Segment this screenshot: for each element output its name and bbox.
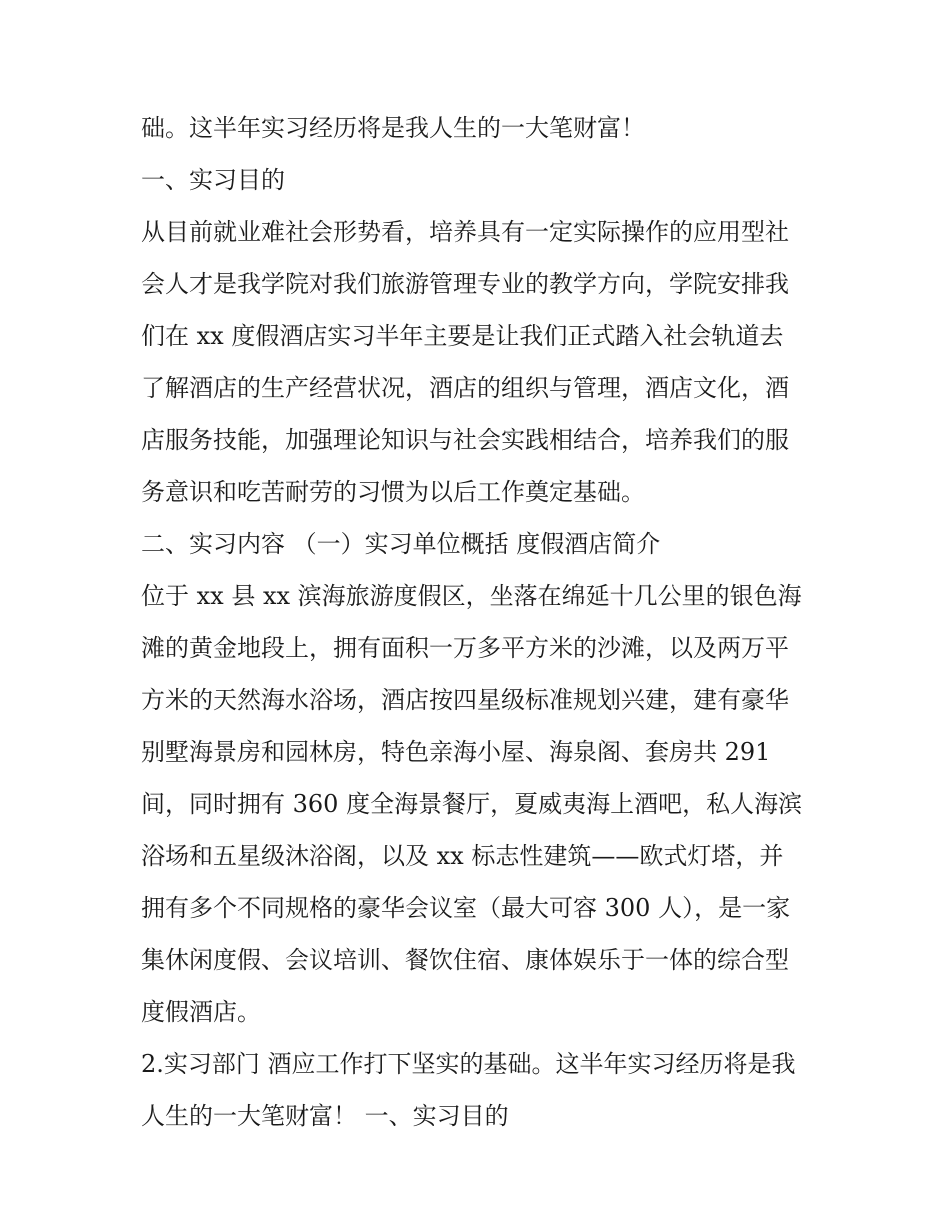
text-line: 浴场和五星级沐浴阁，以及 xx 标志性建筑——欧式灯塔，并	[141, 842, 784, 870]
text-line: 从目前就业难社会形势看，培养具有一定实际操作的应用型社	[141, 218, 789, 246]
text-line: 拥有多个不同规格的豪华会议室（最大可容 300 人），是一家	[141, 894, 791, 922]
text-line: 方米的天然海水浴场，酒店按四星级标准规划兴建，建有豪华	[141, 686, 789, 714]
text-line: 集休闲度假、会议培训、餐饮住宿、康体娱乐于一体的综合型	[141, 946, 789, 974]
text-line: 2.实习部门 酒应工作打下坚实的基础。这半年实习经历将是我	[141, 1050, 796, 1078]
text-line: 滩的黄金地段上，拥有面积一万多平方米的沙滩，以及两万平	[141, 634, 789, 662]
text-line: 了解酒店的生产经营状况，酒店的组织与管理，酒店文化，酒	[141, 374, 789, 402]
text-line: 会人才是我学院对我们旅游管理专业的教学方向，学院安排我	[141, 270, 789, 298]
text-line: 人生的一大笔财富！ 一、实习目的	[141, 1102, 509, 1130]
text-line: 础。这半年实习经历将是我人生的一大笔财富！	[141, 114, 645, 142]
text-line: 度假酒店。	[141, 998, 261, 1026]
text-line: 位于 xx 县 xx 滨海旅游度假区，坐落在绵延十几公里的银色海	[141, 582, 802, 610]
text-line: 别墅海景房和园林房，特色亲海小屋、海泉阁、套房共 291	[141, 738, 771, 766]
text-line: 店服务技能，加强理论知识与社会实践相结合，培养我们的服	[141, 426, 789, 454]
section-heading: 二、实习内容 （一）实习单位概括 度假酒店简介	[141, 530, 661, 558]
text-line: 务意识和吃苦耐劳的习惯为以后工作奠定基础。	[141, 478, 645, 506]
section-heading: 一、实习目的	[141, 166, 285, 194]
text-line: 间，同时拥有 360 度全海景餐厅，夏威夷海上酒吧，私人海滨	[141, 790, 803, 818]
text-line: 们在 xx 度假酒店实习半年主要是让我们正式踏入社会轨道去	[141, 322, 784, 350]
